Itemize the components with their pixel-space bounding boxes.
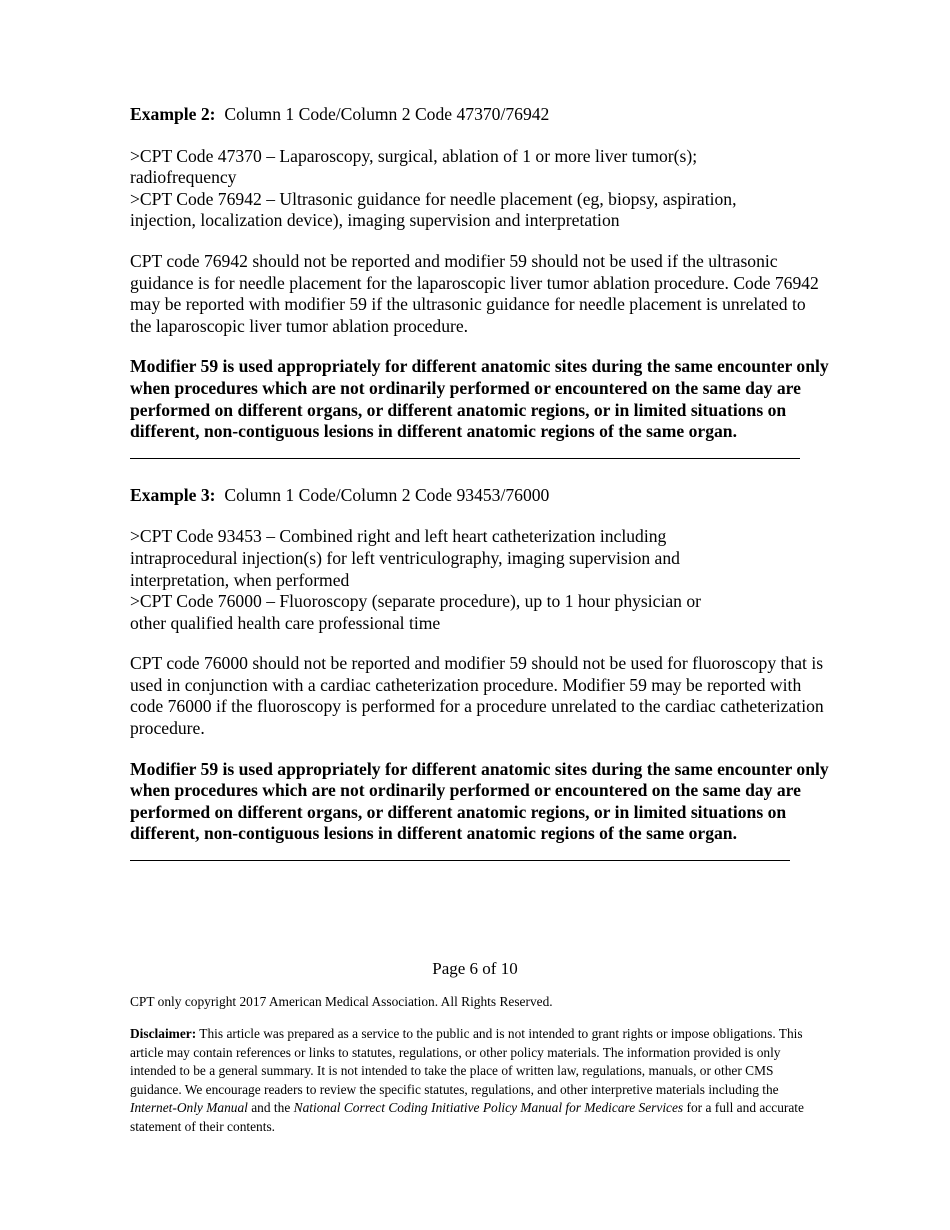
- example-3-code-2: >CPT Code 76000 – Fluoroscopy (separate procedure), up to 1 hour physician or other qualified health care professional time: [130, 591, 702, 633]
- example-2-code-2: >CPT Code 76942 – Ultrasonic guidance for needle placement (eg, biopsy, aspiration, injection, localization device), imaging supervision and interpretation: [130, 188, 737, 231]
- page-content: [130, 104, 830, 887]
- example-3-heading: [130, 485, 830, 507]
- disclaimer-manual-1: Internet-Only Manual: [130, 1100, 248, 1116]
- example-2-rule: Modifier 59 is used appropriately for different anatomic sites during the same encounter only when procedures which are not ordinarily performed or encountered on the same day are performed on different organs, or different anatomic regions, or in limited situations on different, non-contiguous lesions in different anatomic regions of the same organ.: [130, 356, 829, 442]
- example-3-rule: Modifier 59 is used appropriately for different anatomic sites during the same encounter only when procedures which are not ordinarily performed or encountered on the same day are performed on different organs, or different anatomic regions, or in limited situations on different, non-contiguous lesions in different anatomic regions of the same organ.: [130, 758, 829, 844]
- disclaimer-text-end: for a full and accurate statement of their contents.: [130, 1100, 804, 1134]
- example-3-explanation: CPT code 76000 should not be reported and modifier 59 should not be used for fluoroscopy that is used in conjunction with a cardiac catheterization procedure. Modifier 59 may be reported with code 76000 if the fluoroscopy is performed for a procedure unrelated to the cardiac catheterization procedure.: [130, 653, 824, 739]
- example-2-explanation: CPT code 76942 should not be reported and modifier 59 should not be used if the ultrasonic guidance is for needle placement for the laparoscopic liver tumor ablation procedure. Code 76942 may be reported with modifier 59 if the ultrasonic guidance for needle placement is unrelated to the laparoscopic liver tumor ablation procedure.: [130, 250, 819, 336]
- section-divider: [130, 458, 800, 459]
- page-number: Page 6 of 10: [432, 959, 518, 978]
- example-3-label: Example 3:: [130, 484, 216, 505]
- disclaimer-text: This article was prepared as a service to the public and is not intended to grant rights or impose obligations. This article may contain references or links to statutes, regulations, or other policy materials. The information provided is only intended to be a general summary. It is not intended to take the place of written law, regulations, manuals, or other CMS guidance. We encourage readers to review the specific statutes, regulations, and other interpretive materials including the: [130, 1026, 803, 1097]
- section-divider: [130, 860, 790, 861]
- example-2-heading: [130, 104, 830, 126]
- disclaimer: [130, 1025, 822, 1137]
- example-2-title: Column 1 Code/Column 2 Code 47370/76942: [224, 104, 550, 124]
- example-2-label: Example 2:: [130, 104, 216, 124]
- example-3-title: Column 1 Code/Column 2 Code 93453/76000: [224, 484, 550, 505]
- disclaimer-manual-2: National Correct Coding Initiative Policy Manual for Medicare Services: [293, 1100, 684, 1116]
- example-2-code-1: >CPT Code 47370 – Laparoscopy, surgical, ablation of 1 or more liver tumor(s); radiofrequency: [130, 145, 698, 188]
- example-3-codes: [130, 526, 830, 634]
- example-2-codes: [130, 146, 830, 232]
- copyright-notice: CPT only copyright 2017 American Medical Association. All Rights Reserved.: [130, 994, 553, 1009]
- disclaimer-label: Disclaimer:: [130, 1026, 197, 1041]
- disclaimer-and: and the: [247, 1100, 294, 1116]
- example-3-code-1: >CPT Code 93453 – Combined right and left heart catheterization including intraprocedural injection(s) for left ventriculography, imaging supervision and interpretation, when performed: [130, 526, 680, 590]
